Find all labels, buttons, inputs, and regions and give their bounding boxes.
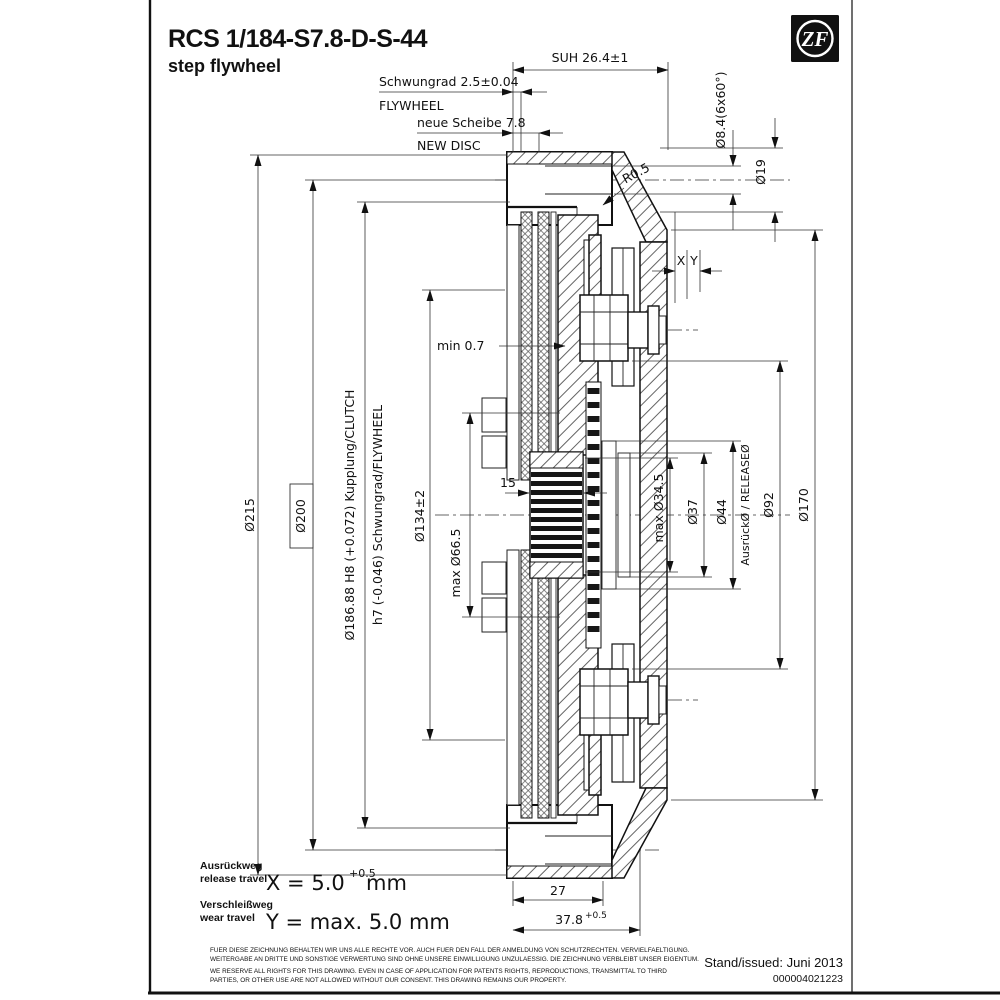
dim-label-x: X [676,253,686,268]
dim-label-y: Y [690,253,698,268]
dim-label-d92: Ø92 [761,492,776,518]
dim-label-disc-en: NEW DISC [417,138,481,153]
hub-splines [530,452,583,578]
dim-label-d19: Ø19 [753,159,768,185]
dim-label-r05: R0.5 [619,159,653,187]
dim-label-w27: 27 [550,883,566,898]
release-travel-de: Ausrückweg [200,860,263,872]
dim-label-flywheel-de: Schwungrad 2.5±0.04 [379,74,519,89]
drawing-title: RCS 1/184-S7.8-D-S-44 [168,25,428,53]
dim-label-release: AusrückØ / RELEASEØ [739,444,752,566]
legal-en-line1: WE RESERVE ALL RIGHTS FOR THIS DRAWING. EVEN IN CASE OF APPLICATION FOR PATENTS RIGHTS, REPRODUCTIONS, TRANSMITTAL TO THIRD [210,968,667,975]
zf-logo [791,15,839,62]
wear-travel-de: Verschleißweg [200,899,273,911]
dim-label-d665: max Ø66.5 [448,528,463,598]
dim-label-d18688: Ø186.88 H8 (+0.072) Kupplung/CLUTCH [342,389,357,641]
dim-label-bolt-hole: Ø8.4(6x60°) [713,71,728,149]
dim-label-h7: h7 (-0.046) Schwungrad/FLYWHEEL [370,404,385,626]
dim-label-w378: 37.8 [555,912,583,927]
dim-label-d215: Ø215 [242,498,257,532]
legal-de-line1: FUER DIESE ZEICHNUNG BEHALTEN WIR UNS ALLE RECHTE VOR. AUCH FUER DEN FALL DER ANMELDUNG VON SCHUTZRECHTEN. VERVIELFAELTIGUNG. [210,947,690,954]
release-travel-value: X = 5.0 [266,871,345,895]
dim-label-d345: max Ø34.5 [651,473,666,543]
issue-date: Stand/issued: Juni 2013 [704,955,843,970]
dim-label-d44: Ø44 [714,499,729,525]
dim-label-w378-tol: +0.5 [585,911,607,921]
wear-travel-en: wear travel [200,912,255,924]
legal-de-line2: WEITERGABE AN DRITTE UND SONSTIGE VERWERTUNG SIND OHNE UNSERE EINWILLIGUNG UNZULAESSIG. DIE ZEICHNUNG VERBLEIBT UNSER EIGENTUM. [210,956,699,963]
release-travel-en: release travel [200,873,268,885]
release-travel-unit: mm [366,871,407,895]
drawing-subtitle: step flywheel [168,56,282,76]
dim-label-flywheel-en: FLYWHEEL [379,98,444,113]
dim-label-d37: Ø37 [685,499,700,525]
zf-logo-text: ZF [801,27,829,51]
dim-label-d170: Ø170 [796,488,811,522]
issue-number: 000004021223 [772,973,843,985]
dim-label-d200: Ø200 [293,499,308,533]
legal-en-line2: PARTIES, OR OTHER USE ARE NOT ALLOWED WITHOUT OUR CONSENT. THIS DRAWING REMAINS OUR PROPERTY. [210,977,567,984]
dim-label-suh: SUH 26.4±1 [551,50,629,65]
release-travel-tolerance: +0.5 [349,867,376,880]
dim-label-min07: min 0.7 [437,338,485,353]
wear-travel-value: Y = max. 5.0 mm [266,910,450,934]
dim-label-d134: Ø134±2 [412,489,427,543]
dim-label-spline15: 15 [500,475,516,490]
dim-label-disc-de: neue Scheibe 7.8 [417,115,526,130]
